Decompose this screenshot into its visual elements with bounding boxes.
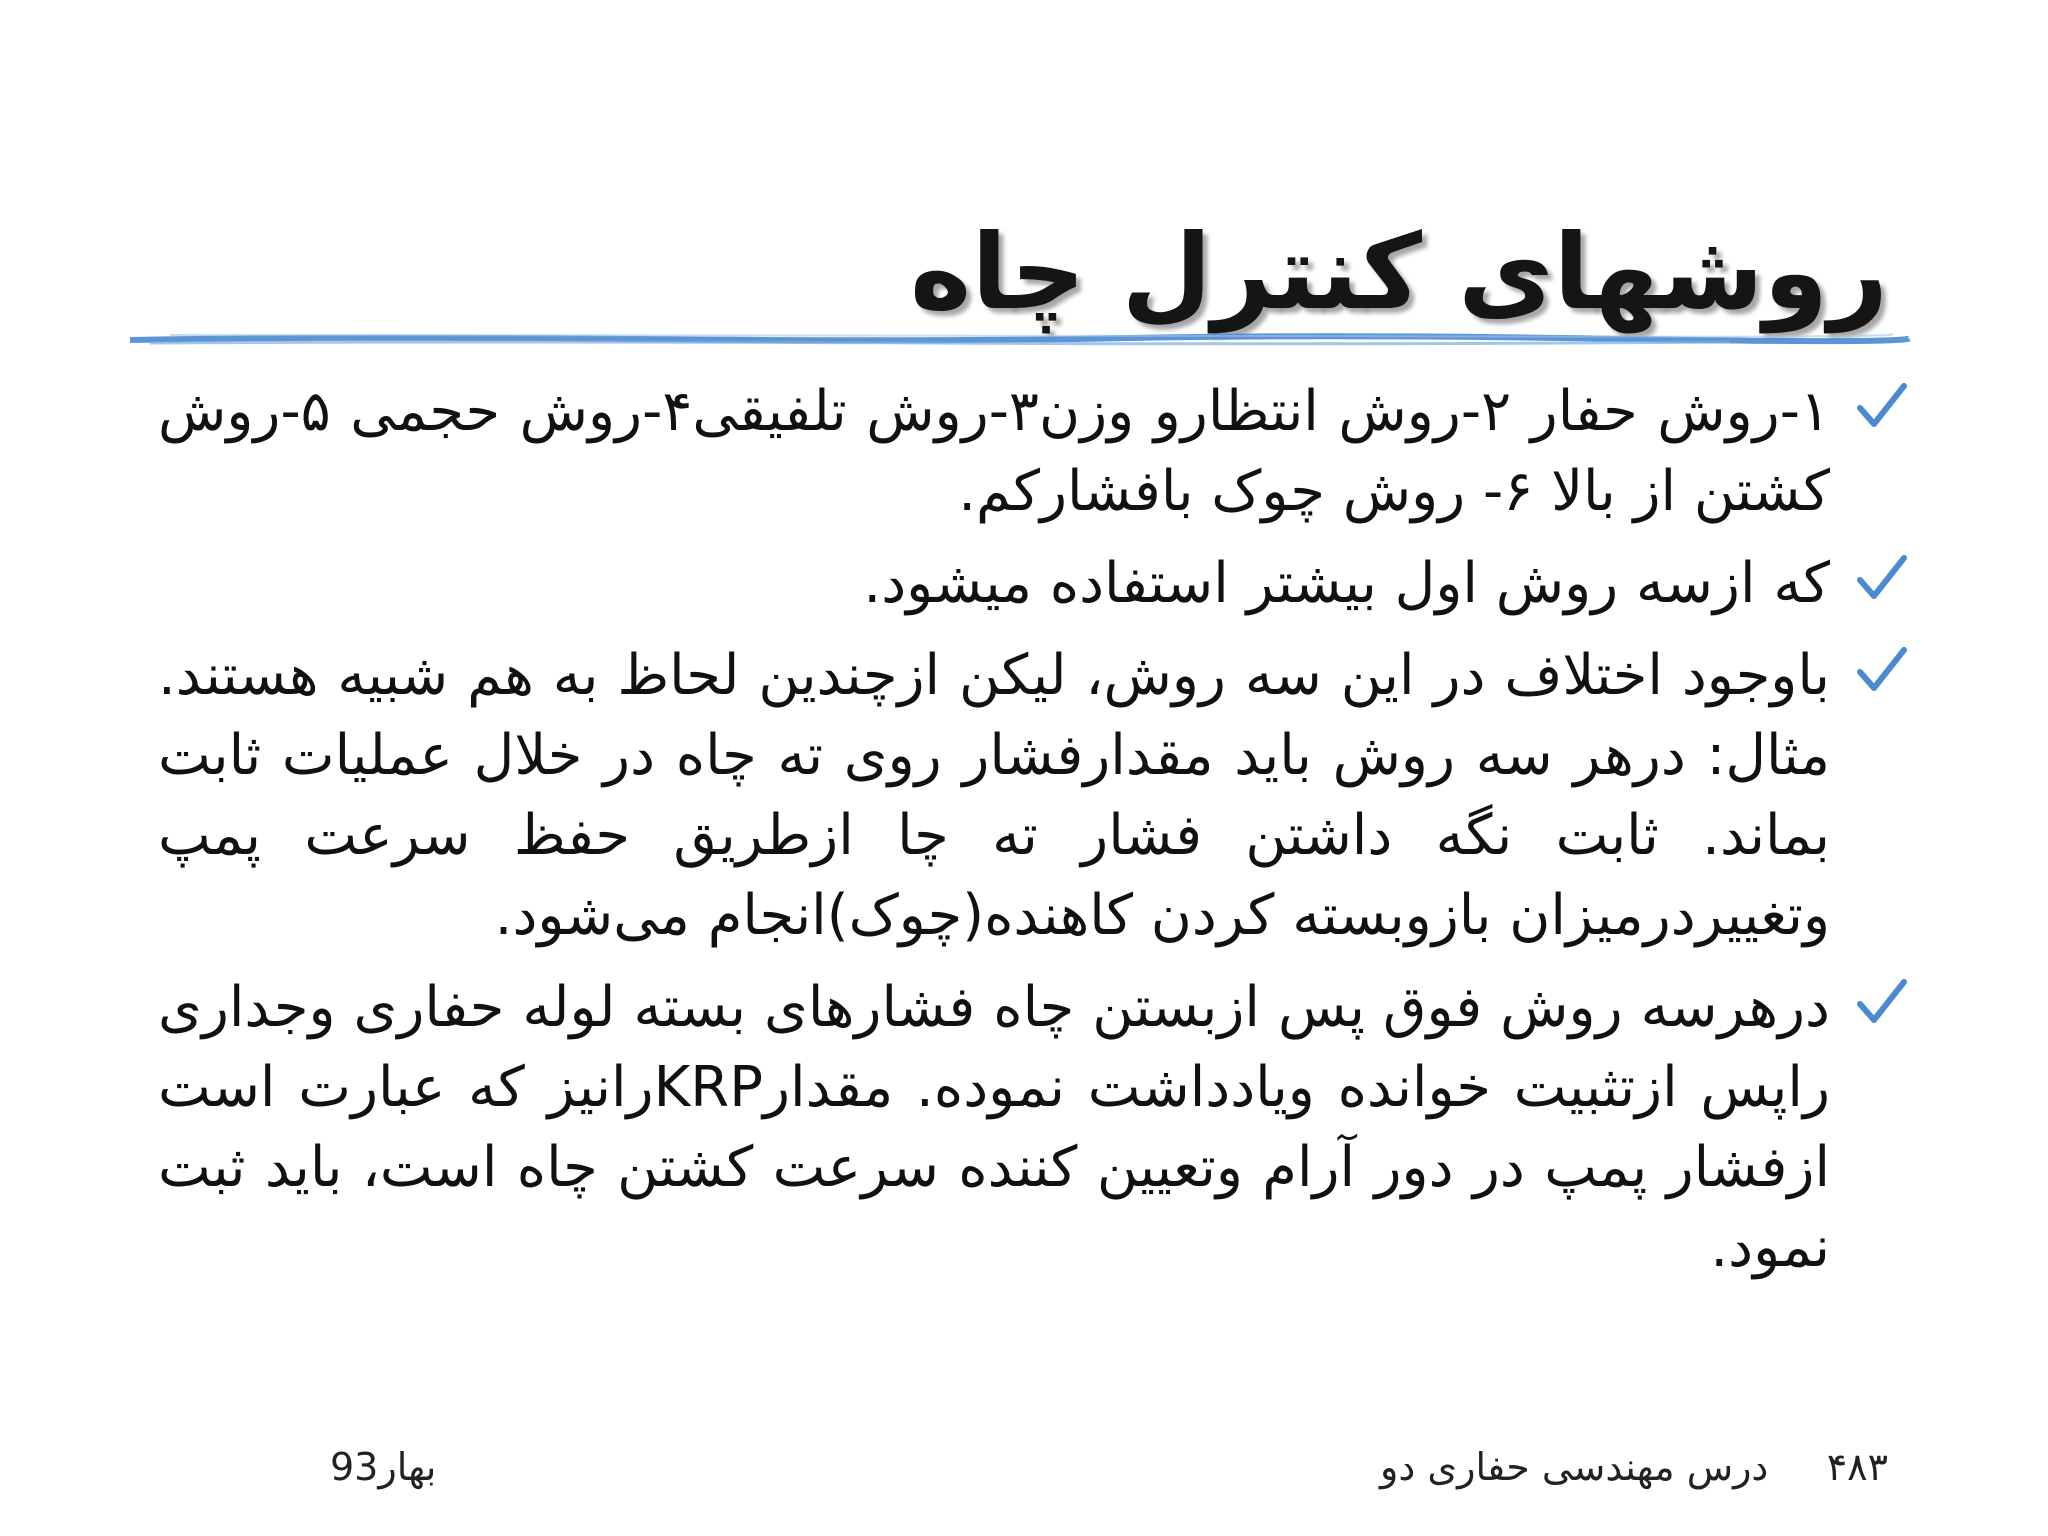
list-item [158, 636, 1848, 956]
footer-page-number: ۴۸۳ [1826, 1445, 1888, 1489]
footer-season: بهار93 [330, 1445, 437, 1489]
slide-title: روشهای کنترل چاه [910, 210, 1888, 333]
title-underline [130, 330, 1910, 350]
checkmark-icon [1856, 646, 1908, 694]
checkmark-icon [1856, 382, 1908, 430]
bullet-text-1: ۱-روش حفار ۲-روش انتظارو وزن۳-روش تلفیقی۴-روش حجمی ۵-روش کشتن از بالا ۶- روش چوک بافشارکم. [158, 379, 1830, 524]
bullet-text-2: که ازسه روش اول بیشتر استفاده میشود. [863, 551, 1830, 616]
list-item [158, 544, 1848, 624]
bullet-text-3: باوجود اختلاف در این سه روش، لیکن ازچندین لحاظ به هم شبیه هستند. مثال: درهر سه روش باید مقدارفشار روی ته چاه در خلال عملیات ثابت بماند. ثابت نگه داشتن فشار ته چا ازطریق حفظ سرعت پمپ وتغییردرمیزان بازوبسته کردن کاهنده(چوک)انجام می‌شود. [158, 643, 1830, 948]
bullet-text-4: درهرسه روش فوق پس ازبستن چاه فشارهای بسته لوله حفاری وجداری راپس ازتثبیت خوانده ویادداشت نموده. مقدارKRPرانیز که عبارت است ازفشار پمپ در دور آرام وتعیین کننده سرعت کشتن چاه است، باید ثبت نمود. [158, 975, 1830, 1280]
checkmark-icon [1856, 978, 1908, 1026]
bullet-list [158, 372, 1848, 1300]
checkmark-icon [1856, 554, 1908, 602]
list-item [158, 372, 1848, 532]
list-item [158, 968, 1848, 1288]
footer-course: درس مهندسی حفاری دو [1380, 1445, 1769, 1489]
